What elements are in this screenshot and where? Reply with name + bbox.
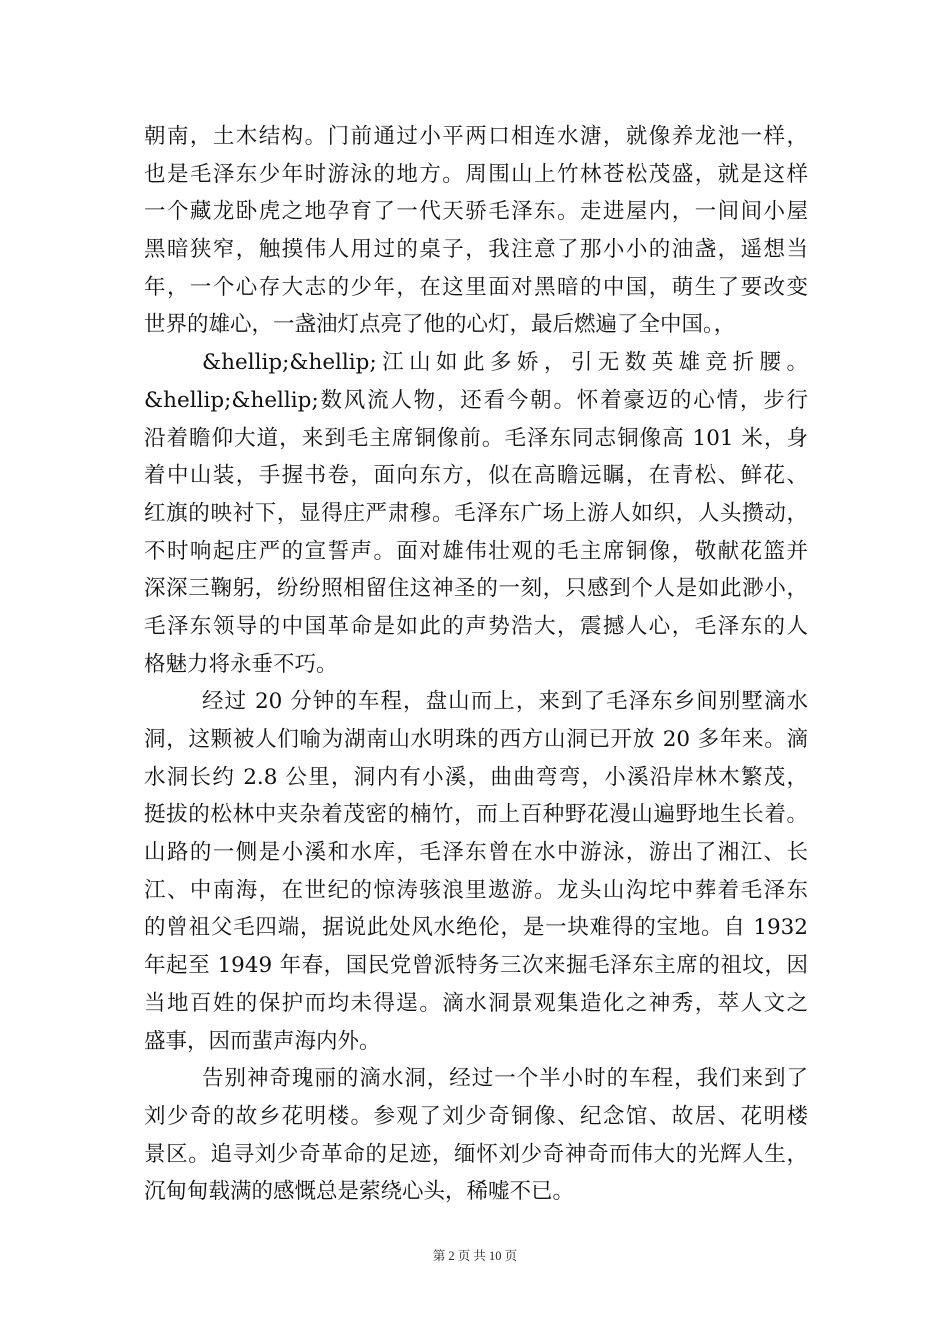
paragraph [144,118,808,344]
text-line: 深深三鞠躬，纷纷照相留住这神圣的一刻，只感到个人是如此渺小， [144,576,808,602]
text-line: 江、中南海，在世纪的惊涛骇浪里遨游。龙头山沟坨中葬着毛泽东 [144,877,808,903]
text-line: 着中山装，手握书卷，面向东方，似在高瞻远瞩，在青松、鲜花、 [144,463,808,489]
text-line: 世界的雄心，一盏油灯点亮了他的心灯，最后燃遍了全中国。， [144,312,736,338]
paragraph [144,1060,808,1211]
text-line: 挺拔的松林中夹杂着茂密的楠竹，而上百种野花漫山遍野地生长着。 [144,802,808,828]
text-line: 经过 20 分钟的车程，盘山而上，来到了毛泽东乡间别墅滴水 [202,689,808,715]
text-line: 景区。追寻刘少奇革命的足迹，缅怀刘少奇神奇而伟大的光辉人生， [144,1141,808,1167]
text-line: 的曾祖父毛四端，据说此处风水绝伦，是一块难得的宝地。自 1932 [144,915,808,941]
text-line: 不时响起庄严的宣誓声。面对雄伟壮观的毛主席铜像，敬献花篮并 [144,538,808,564]
text-line: 格魅力将永垂不巧。 [144,651,338,677]
text-line: 水洞长约 2.8 公里，洞内有小溪，曲曲弯弯，小溪沿岸林木繁茂， [144,764,808,790]
text-line: 红旗的映衬下，显得庄严肃穆。毛泽东广场上游人如织，人头攒动， [144,500,808,526]
text-line: 洞，这颗被人们喻为湖南山水明珠的西方山洞已开放 20 多年来。滴 [144,727,808,752]
text-line: &hellip;&hellip;江山如此多娇，引无数英雄竞折腰。 [202,350,808,376]
text-line: 当地百姓的保护而均未得逞。滴水洞景观集造化之神秀，萃人文之 [144,990,808,1016]
text-line: 朝南，土木结构。门前通过小平两口相连水溏，就像养龙池一样， [144,124,808,149]
text-line: 一个藏龙卧虎之地孕育了一代天骄毛泽东。走进屋内，一间间小屋 [144,199,808,225]
paragraph [144,683,808,1060]
text-line: 盛事，因而蜚声海内外。 [144,1028,381,1054]
text-line: 山路的一侧是小溪和水库，毛泽东曾在水中游泳，游出了湘江、长 [144,840,808,866]
text-line: 告别神奇瑰丽的滴水洞，经过一个半小时的车程，我们来到了 [202,1066,808,1092]
text-line: 毛泽东领导的中国革命是如此的声势浩大，震撼人心，毛泽东的人 [144,613,808,639]
text-line: 年，一个心存大志的少年，在这里面对黑暗的中国，萌生了要改变 [144,274,808,300]
text-line: 年起至 1949 年春，国民党曾派特务三次来掘毛泽东主席的祖坟，因 [144,953,808,979]
text-line: 黑暗狭窄，触摸伟人用过的桌子，我注意了那小小的油盏，遥想当 [144,237,808,263]
paragraph [144,344,808,683]
page-number-footer: 第 2 页 共 10 页 [432,1249,518,1263]
text-line: 沉甸甸载满的感慨总是萦绕心头，稀嘘不已。 [144,1179,575,1205]
text-line: 刘少奇的故乡花明楼。参观了刘少奇铜像、纪念馆、故居、花明楼 [144,1103,808,1129]
document-body [144,118,808,1211]
text-line: 也是毛泽东少年时游泳的地方。周围山上竹林苍松茂盛，就是这样 [144,161,808,187]
text-line: 沿着瞻仰大道，来到毛主席铜像前。毛泽东同志铜像高 101 米，身 [144,425,808,451]
text-line: &hellip;&hellip;数风流人物，还看今朝。怀着豪迈的心情，步行 [144,387,808,413]
